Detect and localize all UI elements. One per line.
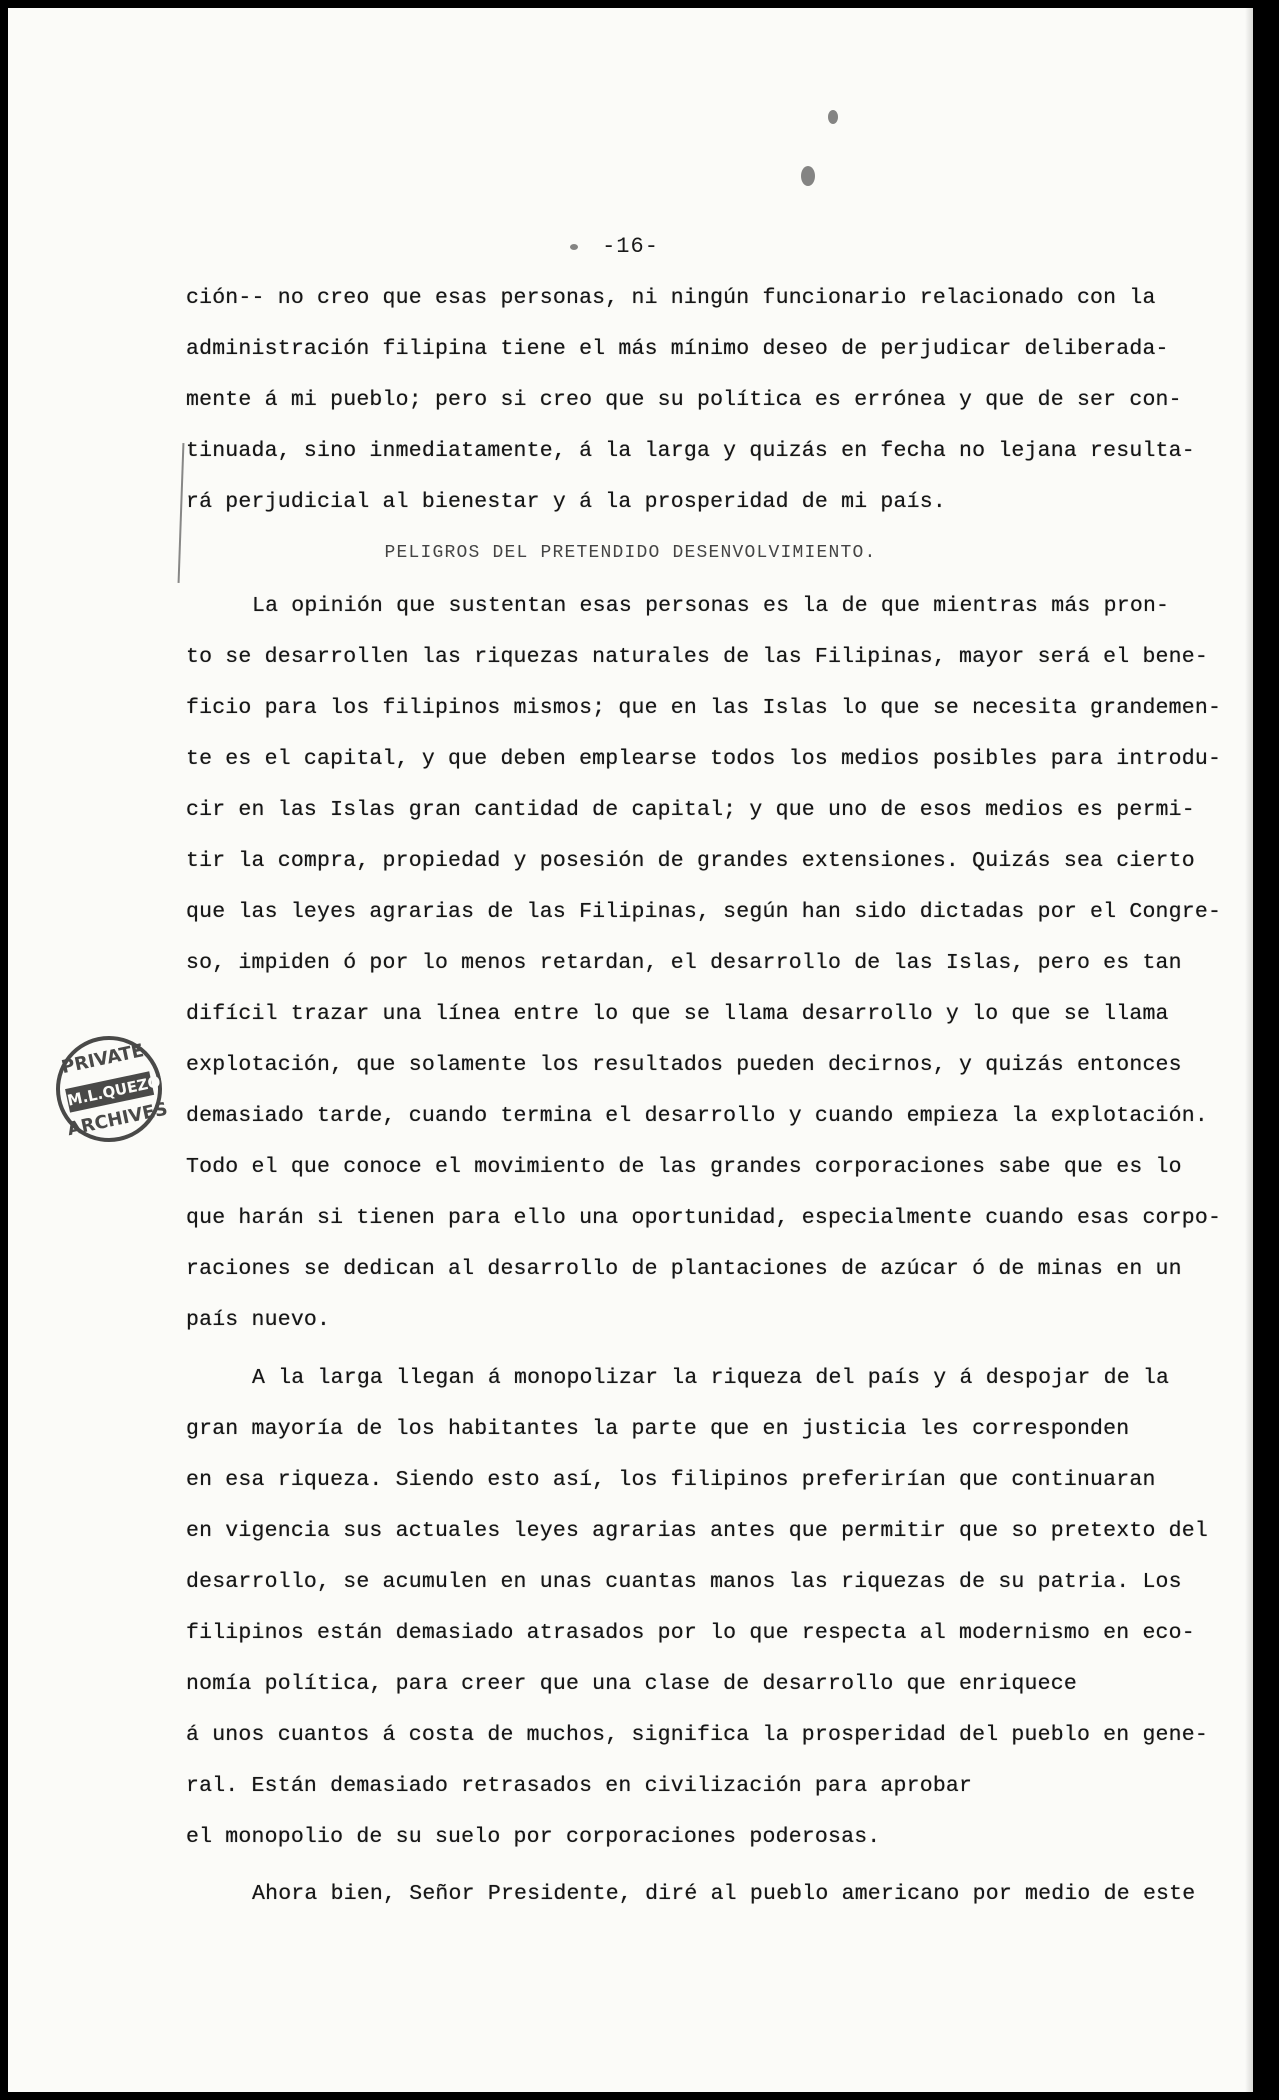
text-line: tir la compra, propiedad y posesión de grandes extensiones. Quizás sea cierto: [186, 849, 1195, 873]
scan-border: [1259, 0, 1279, 2100]
page-edge: [1245, 8, 1253, 2092]
text-line: te es el capital, y que deben emplearse todos los medios posibles para introdu-: [186, 747, 1222, 771]
text-line: mente á mi pueblo; pero si creo que su política es errónea y que de ser con-: [186, 388, 1182, 412]
text-line: A la larga llegan á monopolizar la riqueza del país y á despojar de la: [252, 1366, 1170, 1390]
text-line: en vigencia sus actuales leyes agrarias antes que permitir que so pretexto del: [186, 1519, 1208, 1543]
text-line: administración filipina tiene el más mínimo deseo de perjudicar deliberada-: [186, 337, 1169, 361]
text-line: ción-- no creo que esas personas, ni ningún funcionario relacionado con la: [186, 286, 1156, 310]
text-line: cir en las Islas gran cantidad de capital; y que uno de esos medios es permi-: [186, 798, 1195, 822]
text-line: filipinos están demasiado atrasados por lo que respecta al modernismo en eco-: [186, 1621, 1195, 1645]
text-line: gran mayoría de los habitantes la parte que en justicia les corresponden: [186, 1417, 1130, 1441]
text-line: á unos cuantos á costa de muchos, significa la prosperidad del pueblo en gene-: [186, 1723, 1208, 1747]
ink-blot: [828, 110, 838, 124]
text-line: que harán si tienen para ello una oportunidad, especialmente cuando esas corpo-: [186, 1206, 1222, 1230]
text-line: tinuada, sino inmediatamente, á la larga y quizás en fecha no lejana resulta-: [186, 439, 1195, 463]
text-line: rá perjudicial al bienestar y á la prosperidad de mi país.: [186, 490, 946, 514]
stamp-top-text: PRIVATE: [59, 1040, 146, 1079]
text-line: en esa riqueza. Siendo esto así, los filipinos preferirían que continuaran: [186, 1468, 1156, 1492]
archive-stamp: [46, 1026, 175, 1152]
text-line: demasiado tarde, cuando termina el desarrollo y cuando empieza la explotación.: [186, 1104, 1208, 1128]
ink-blot: [801, 166, 815, 186]
text-line: difícil trazar una línea entre lo que se llama desarrollo y lo que se llama: [186, 1002, 1169, 1026]
text-line: explotación, que solamente los resultados pueden decirnos, y quizás entonces: [186, 1053, 1182, 1077]
text-line: Ahora bien, Señor Presidente, diré al pueblo americano por medio de este: [252, 1882, 1196, 1906]
text-line: raciones se dedican al desarrollo de plantaciones de azúcar ó de minas en un: [186, 1257, 1182, 1281]
text-line: nomía política, para creer que una clase de desarrollo que enriquece: [186, 1672, 1077, 1696]
text-line: el monopolio de su suelo por corporaciones poderosas.: [186, 1825, 881, 1849]
text-line: ral. Están demasiado retrasados en civilización para aprobar: [186, 1774, 973, 1798]
document-page: [8, 8, 1253, 2092]
text-line: desarrollo, se acumulen en unas cuantas manos las riquezas de su patria. Los: [186, 1570, 1182, 1594]
page-number: -16-: [602, 234, 659, 259]
text-line: so, impiden ó por lo menos retardan, el desarrollo de las Islas, pero es tan: [186, 951, 1182, 975]
text-line: que las leyes agrarias de las Filipinas, según han sido dictadas por el Congre-: [186, 900, 1222, 924]
text-line: ficio para los filipinos mismos; que en las Islas lo que se necesita grandemen-: [186, 696, 1222, 720]
stamp-bottom-text: ARCHIVES: [65, 1098, 170, 1141]
text-line: Todo el que conoce el movimiento de las grandes corporaciones sabe que es lo: [186, 1155, 1182, 1179]
stamp-middle-text: M.L.QUEZON: [65, 1071, 154, 1112]
text-line: La opinión que sustentan esas personas es la de que mientras más pron-: [252, 594, 1170, 618]
text-line: to se desarrollen las riquezas naturales de las Filipinas, mayor será el bene-: [186, 645, 1208, 669]
section-heading: PELIGROS DEL PRETENDIDO DESENVOLVIMIENTO.: [384, 543, 877, 563]
text-line: país nuevo.: [186, 1308, 331, 1332]
